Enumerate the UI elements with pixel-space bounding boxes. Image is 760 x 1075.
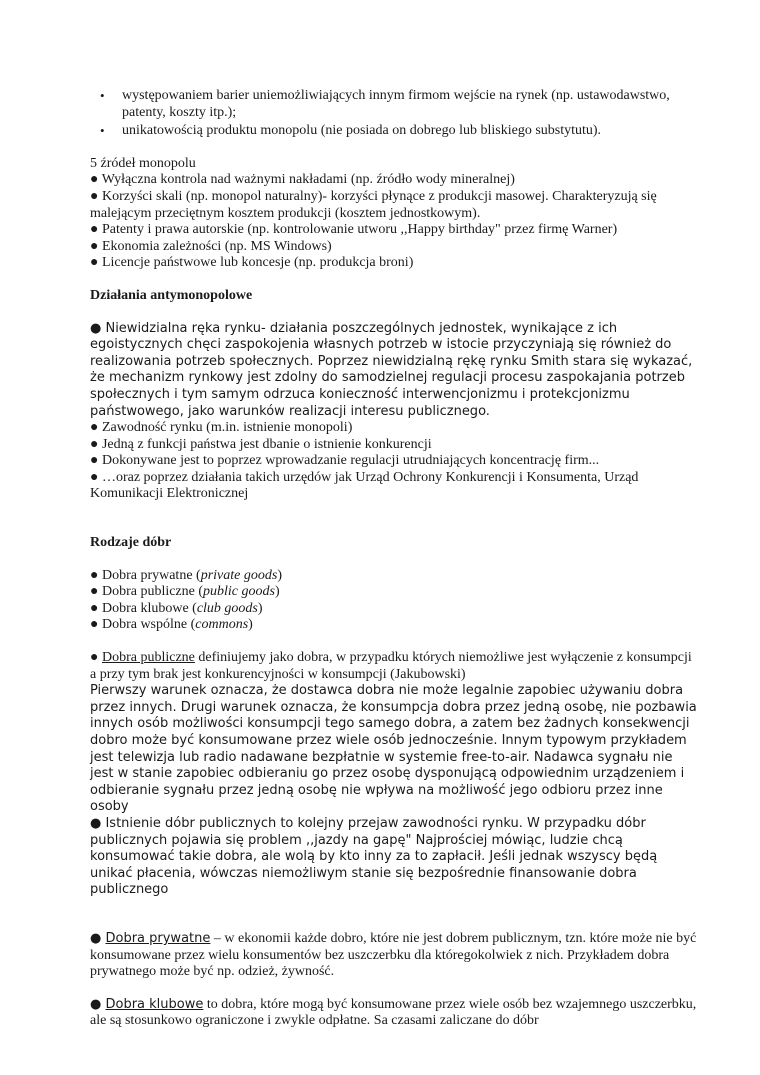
- free-rider-paragraph: ● Istnienie dóbr publicznych to kolejny przejaw zawodności rynku. W przypadku dóbr publicznych pojawia się problem ,,jazdy na gapę" Najprościej mówiąc, ludzie chcą konsumować takie dobra, ale wolą by kto inny za to zapłacił. Jeśli jednak wszyscy będą unikać płacenia, wówczas niemożliwym stanie się bezpośrednie finansowanie dobra publicznego: [90, 815, 658, 898]
- term-english: commons: [195, 617, 249, 633]
- list-item: ● Dobra publiczne (public goods): [90, 584, 280, 600]
- list-item: • występowaniem barier uniemożliwiających innym firmom wejście na rynek (np. ustawodawstwo, patenty, koszty itp.);: [110, 88, 700, 121]
- sources-title: 5 źródeł monopolu: [90, 155, 196, 171]
- public-goods-term: Dobra publiczne: [101, 650, 195, 666]
- list-item: ● Korzyści skali (np. monopol naturalny)- korzyści płynące z produkcji masowej. Charakteryzują się malejącym przeciętnym kosztem produkcji (kosztem jednostkowym).: [90, 188, 657, 221]
- antimonopoly-heading: Działania antymonopolowe: [90, 287, 253, 303]
- club-goods-term: Dobra klubowe: [105, 996, 204, 1012]
- list-item: ● Licencje państwowe lub koncesje (np. produkcja broni): [90, 255, 414, 271]
- term-english: private goods: [200, 567, 278, 583]
- goods-heading: Rodzaje dóbr: [90, 535, 172, 551]
- list-item: ● Dobra prywatne (private goods): [90, 567, 282, 583]
- public-goods-conditions: Pierwszy warunek oznacza, że dostawca dobra nie może legalnie zapobiec używaniu dobra przez innych. Drugi warunek oznacza, że konsumpcja dobra przez jedną osobę, nie pozbawia innych osób możliwości konsumpcji tego samego dobra, a zatem bez żadnych konsekwencji dobro może być konsumowane przez wiele osób jednocześnie. Innym typowym przykładem jest telewizja lub radio nadawane bezpłatnie w systemie free-to-air. Nadawca sygnału nie jest w stanie zapobiec odbieraniu go przez osobę dysponującą odpowiednim urządzeniem i odbieranie sygnału przez jedną osobę nie wpływa na możliwość jego odbioru przez inne osoby: [90, 683, 697, 815]
- private-goods-paragraph: ● Dobra prywatne – w ekonomii każde dobro, które nie jest dobrem publicznym, tzn. które może nie być konsumowane przez wielu konsumentów bez uszczerbku dla któregokolwiek z nich. Przykładem dobra prywatnego może być np. odzież, żywność.: [90, 930, 697, 980]
- list-item: ● Jedną z funkcji państwa jest dbanie o istnienie konkurencji: [90, 436, 432, 452]
- list-item: ● Ekonomia zależności (np. MS Windows): [90, 238, 332, 254]
- term-english: public goods: [203, 584, 275, 600]
- list-item: ● Wyłączna kontrola nad ważnymi nakładami (np. źródło wody mineralnej): [90, 172, 515, 188]
- term-english: club goods: [196, 600, 258, 616]
- public-goods-definition: ● Dobra publiczne definiujemy jako dobra, w przypadku których niemożliwe jest wyłączenie z konsumpcji a przy tym brak jest konkurencyjności w konsumpcji (Jakubowski): [90, 650, 692, 682]
- private-goods-term: Dobra prywatne: [105, 930, 211, 946]
- list-item: ● …oraz poprzez działania takich urzędów jak Urząd Ochrony Konkurencji i Konsumenta, Urząd Komunikacji Elektronicznej: [90, 469, 639, 502]
- public-goods-section: [90, 650, 700, 899]
- private-goods-section: [90, 931, 700, 981]
- list-item: ● Patenty i prawa autorskie (np. kontrolowanie utworu ,,Happy birthday" przez firmę Warner): [90, 222, 618, 238]
- club-goods-paragraph: ● Dobra klubowe to dobra, które mogą być konsumowane przez wiele osób bez wzajemnego uszczerbku, ale są stosunkowo ograniczone i zwykle odpłatne. Sa czasami zaliczane do dóbr: [90, 996, 697, 1029]
- intro-bullet-list: [90, 88, 700, 140]
- list-item: ● Zawodność rynku (m.in. istnienie monopoli): [90, 420, 353, 436]
- list-item: ● Dobra klubowe (club goods): [90, 600, 263, 616]
- list-item: • unikatowością produktu monopolu (nie posiada on dobrego lub bliskiego substytutu).: [110, 123, 700, 140]
- list-item: ● Dobra wspólne (commons): [90, 617, 253, 633]
- antimonopoly-section: [90, 321, 700, 504]
- list-item: ● Dokonywane jest to poprzez wprowadzanie regulacji utrudniających koncentrację firm...: [90, 453, 600, 469]
- goods-types-list: [90, 568, 700, 634]
- club-goods-section: [90, 997, 700, 1030]
- list-item: ● Niewidzialna ręka rynku- działania poszczególnych jednostek, wynikające z ich egoistycznych chęci zaspokojenia własnych potrzeb w istocie przyczyniają się również do realizowania potrzeb społecznych. Poprzez niewidzialną rękę rynku Smith stara się wykazać, że mechanizm rynkowy jest zdolny do samodzielnej regulacji procesu zaspokajania potrzeb społecznych i tym samym odrzuca konieczność interwencjonizmu i protekcjonizmu państwowego, jako warunków realizacji interesu publicznego.: [90, 320, 693, 419]
- monopoly-sources-section: [90, 156, 700, 272]
